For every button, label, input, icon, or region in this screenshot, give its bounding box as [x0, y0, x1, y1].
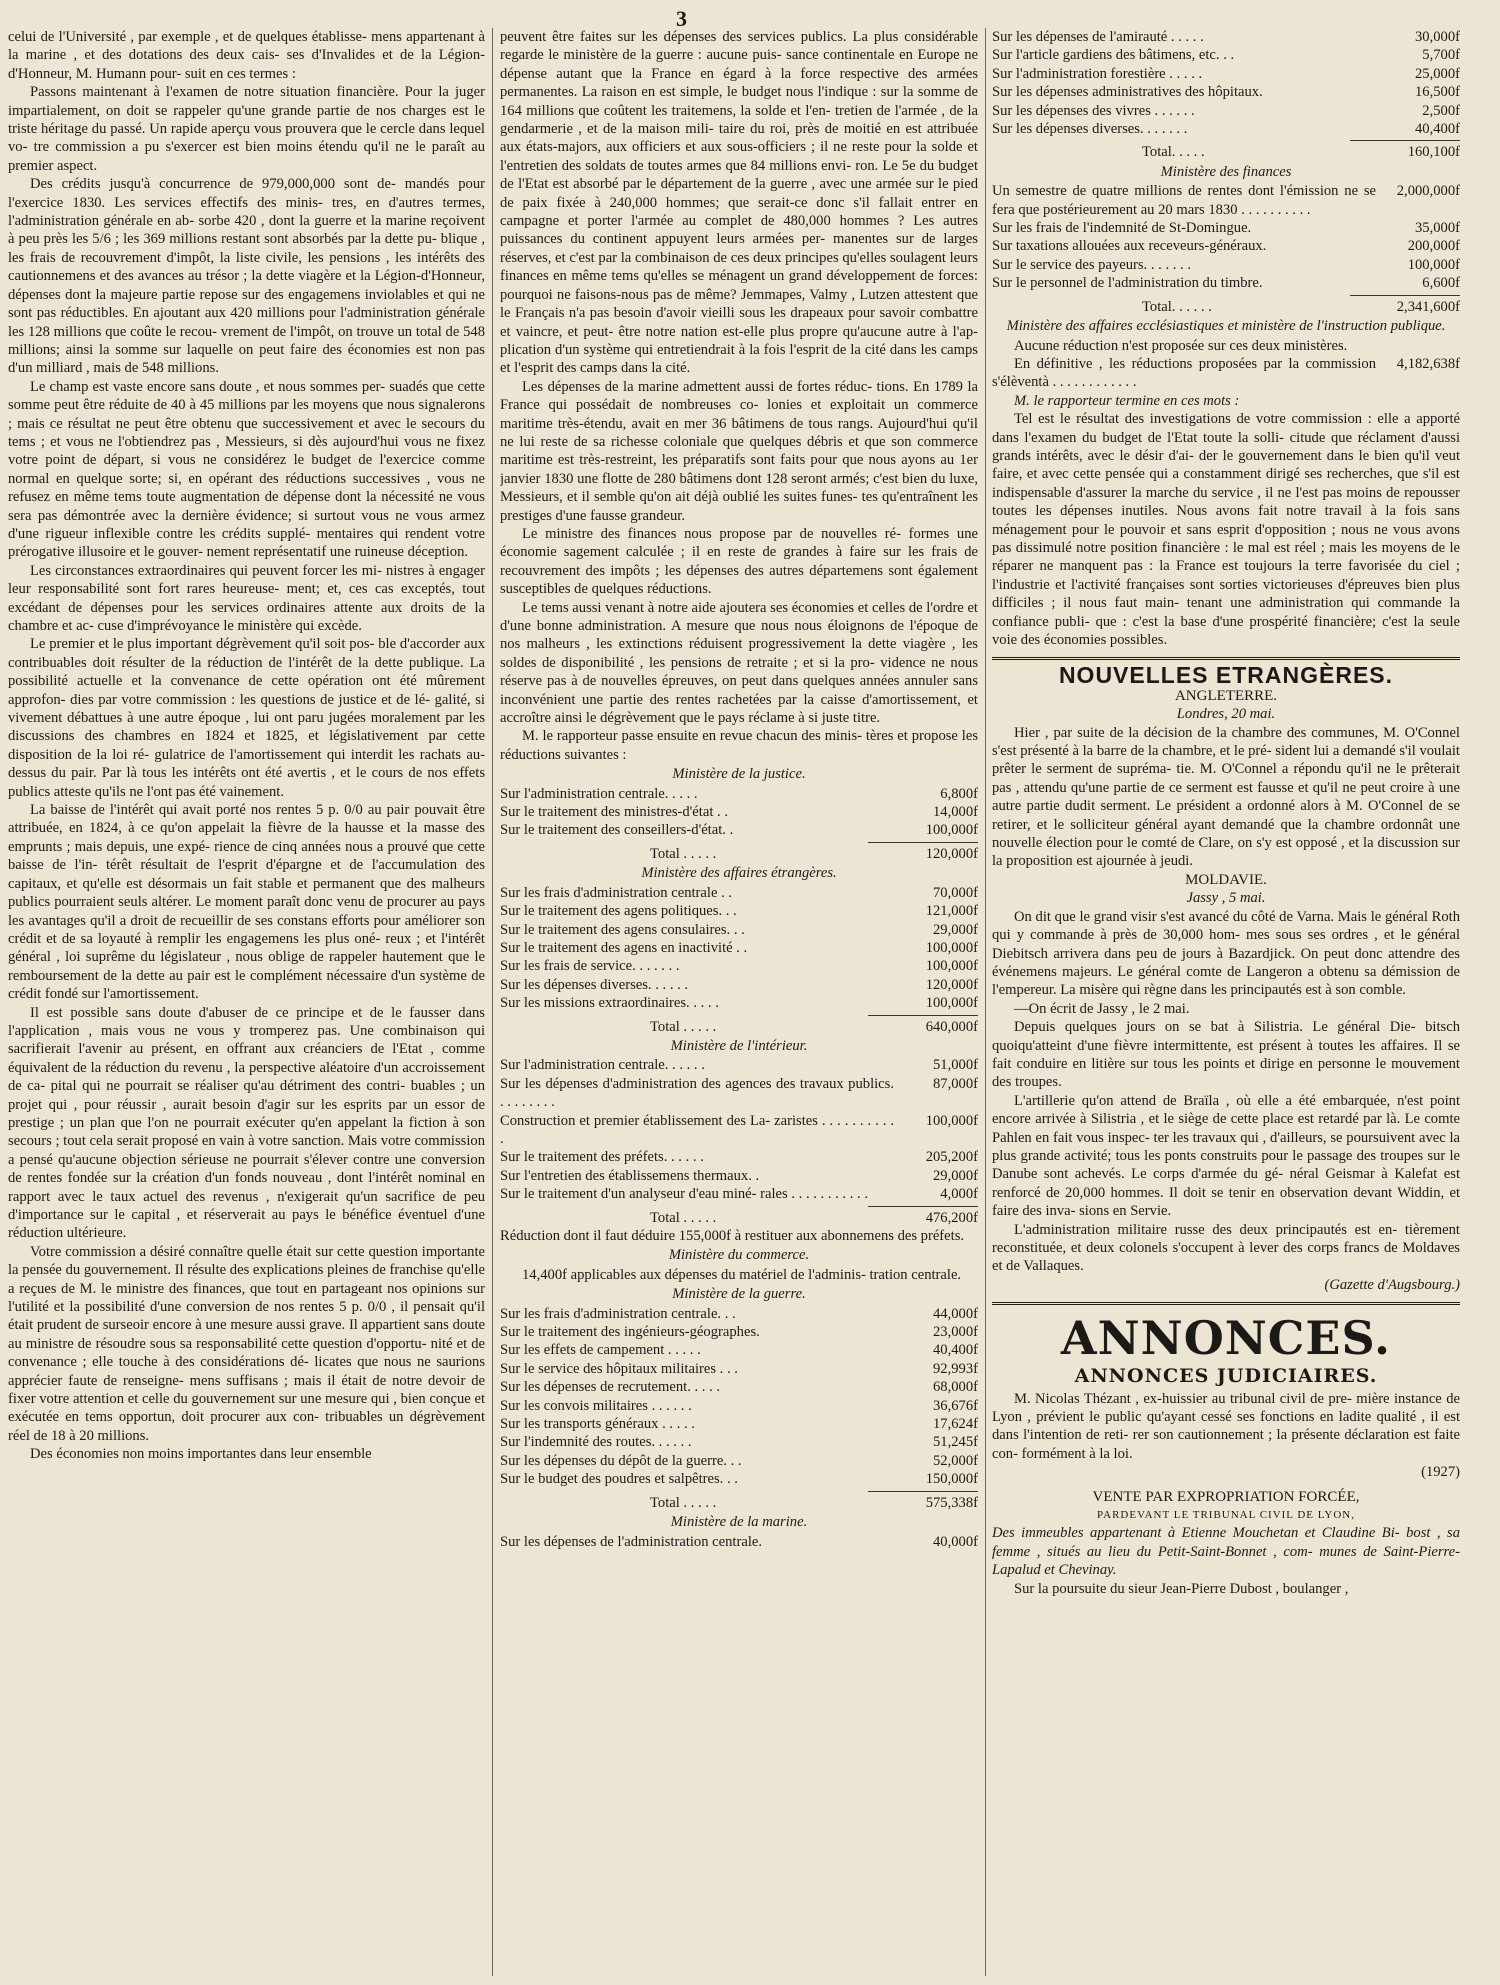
budget-row-value: 150,000f — [925, 1471, 978, 1488]
paragraph: —On écrit de Jassy , le 2 mai. — [1014, 1000, 1190, 1017]
budget-row-label: Sur le traitement des ingénieurs-géographes. — [500, 1324, 760, 1341]
budget-row-value: 40,400f — [1415, 121, 1460, 138]
total-rule — [868, 1491, 978, 1492]
budget-row-label: Sur les frais de service. . . . . . . — [500, 958, 680, 975]
budget-row-label: Sur le traitement des agens politiques. . . — [500, 903, 737, 920]
paragraph: M. le rapporteur passe ensuite en revue chacun des minis- tères et propose les réductions suivantes : — [500, 728, 978, 763]
budget-row — [500, 994, 978, 1012]
budget-row-label: Sur les dépenses des vivres . . . . . . — [992, 102, 1195, 119]
budget-row — [500, 957, 978, 975]
budget-row-value: 23,000f — [933, 1324, 978, 1341]
paragraph: Tel est le résultat des investigations de votre commission : elle a apporté dans l'examen du budget de l'Etat toute la solli- citude que réclament d'aussi grands intérêts, avec le désir d'ai- der le gouvernement dans le bien qu'il veut faire, et avec cette pensée qui a constamment dirigé ses recherches, que s'il est indispensable d'assurer la marche du service , il ne l'est pas moins de repousser toutes les dépenses inutiles. Nous avons fait notre travail à la fois sans ménagement pour le pouvoir et sans esprit d'opposition ; nous ne vous avons pas dissimulé notre position financière : le mal est réel ; mais les moyens de le réparer ne manquent pas : la France est toujours la terre favorisée du ciel ; l'industrie et l'activité françaises sont sorties victorieuses d'épreuves bien plus difficiles ; il nous faut main- tenant une administration qui commande la confiance publi- que : c'est la base d'une prospérité financière; c'est la seule voie des économies possibles. — [992, 411, 1460, 648]
budget-row — [992, 46, 1460, 64]
paragraph: Réduction dont il faut déduire 155,000f à restituer aux abonnemens des préfets. — [500, 1228, 965, 1244]
notice-subtitle: PARDEVANT LE TRIBUNAL CIVIL DE LYON, — [1097, 1509, 1355, 1522]
section-title-nouvelles: NOUVELLES ETRANGÈRES. — [1058, 662, 1394, 689]
budget-row — [992, 28, 1460, 46]
notice-title: VENTE PAR EXPROPRIATION FORCÉE, — [1092, 1488, 1360, 1505]
total-rule — [868, 842, 978, 843]
paragraph: Sur la poursuite du sieur Jean-Pierre Dubost , boulanger , — [1014, 1580, 1349, 1597]
budget-row-value: 4,000f — [940, 1186, 978, 1203]
ministry-heading-marine: Ministère de la marine. — [670, 1514, 808, 1531]
budget-row-value: 200,000f — [1407, 238, 1460, 255]
paragraph: Aucune réduction n'est proposée sur ces deux ministères. — [1014, 337, 1348, 354]
budget-row-value: 205,200f — [925, 1149, 978, 1166]
budget-row-value: 16,500f — [1415, 84, 1460, 101]
budget-row-value: 70,000f — [933, 884, 978, 901]
ministry-heading-guerre: Ministère de la guerre. — [672, 1286, 806, 1303]
budget-row: Sur les dépenses de l'administration centrale. 40,000f — [500, 1533, 978, 1550]
budget-row-label: Sur le personnel de l'administration du timbre. — [992, 275, 1263, 292]
budget-table-finances — [992, 182, 1460, 292]
column-rule-right — [985, 28, 986, 1976]
paragraph: Le premier et le plus important dégrèvement qu'il soit pos- ble d'accorder aux contribuables doit résulter de la réduction de l'intérêt de la dette publique. La possibilité actuelle et la convenance de cette opération ont été mûrement approfon- dies par votre commission : les questions de justice et de lé- galité, si vivement débattues à une autre époque , lui ont paru jugées moralement par les discussions des chambres en 1824 et 1825, et législativement par cette disposition de la loi ré- gulatrice de l'amortissement qui interdit les rachats au-dessus du pair. Par là tous les intérêts ont été avertis , et le cours de nos effets publics atteste qu'ils ne l'ont pas été vainement. — [8, 636, 485, 800]
paragraph: On dit que le grand visir s'est avancé du côté de Varna. Mais le général Roth qui y commande à près de 30,000 hom- mes sous ses ordres , et le général Diebitsch arrivera dans peu de jours à Bazardjick. On peut donc attendre des événemens majeurs. Le général comte de Langeron a obtenu sa démission de l'empereur. La misère qui règne dans les principautés est à son comble. — [992, 908, 1460, 999]
budget-row — [500, 921, 978, 939]
budget-row — [500, 1341, 978, 1359]
budget-row — [500, 1470, 978, 1488]
budget-row — [500, 1433, 978, 1451]
budget-row-label: Sur le traitement des agens en inactivité . . — [500, 939, 748, 956]
budget-row — [500, 803, 978, 821]
budget-row-value: 44,000f — [933, 1305, 978, 1322]
budget-row-label: Sur les dépenses de recrutement. . . . . — [500, 1379, 721, 1396]
budget-row-value: 68,000f — [933, 1379, 978, 1396]
budget-row — [992, 182, 1460, 219]
budget-row-value: 36,676f — [933, 1397, 978, 1414]
budget-row-value: 17,624f — [933, 1416, 978, 1433]
budget-row-value: 35,000f — [1415, 220, 1460, 237]
paragraph: peuvent être faites sur les dépenses des services publics. La plus considérable regarde le ministère de la guerre : aucune puis- sance continentale en Europe ne dépense autant que la France en égard à la force respective des armées permanentes. La raison en est simple, le budget nous l'indique : sur la somme de 164 millions que coûtent les traitemens, la solde et l'en- tretien de l'armée , de la gendarmerie , et de la maison mili- taire du roi, près de moitié en est attribuée aux états-majors, aux officiers et aux sous-officiers ; il ne reste pour la solde et l'entretien des soldats de toutes armes que 84 millions envi- ron. Le 5e du budget de l'Etat est absorbé par le département de la guerre , avec une armée sur le pied de paix fixée à 240,000 hommes; que serait-ce donc s'il fallait entrer en campagne et porter l'armée au complet de 480,000 hommes ? Les autres puissances du continent appuyent leurs armées per- manentes sur de larges réserves, et c'est par la combinaison de ces deux principes qu'elles soulagent leurs finances en même tems qu'elles se ménagent un grand développement de forces: pourquoi ne faisons-nous pas de même? Jemmapes, Valmy , Lutzen attestent que le Français n'a pas besoin d'avoir vieilli sous les drapeaux pour savoir combattre et vaincre, et peut- être notre nation est-elle plus propre qu'aucune autre à l'ap- plication d'un système qui entretiendrait à la fois l'esprit de la cité dans les camps et l'esprit des camps dans la cité. — [500, 29, 978, 377]
total-rule — [1350, 295, 1460, 296]
budget-row-label: Sur les effets de campement . . . . . — [500, 1342, 701, 1359]
total-rule — [1350, 140, 1460, 141]
budget-table-guerre — [500, 1305, 978, 1489]
paragraph: Le tems aussi venant à notre aide ajoutera ses économies et celles de l'ordre et d'une bonne administration. A mesure que nous nous éloignons de l'époque de nos malheurs , les extinctions réduisent progressivement la dette viagère , les soldes de disponibilité , les pensions de retraite ; et si la pro- vidence ne nous réserve pas à de nouvelles épreuves, on peut dans quelques années annuler sans inconvénient une partie des rentes rachetées par la caisse d'amortissement, et accroître ainsi le dégrèvement que le pays réclame à si juste titre. — [500, 599, 978, 727]
budget-row-label: Sur les frais de l'indemnité de St-Domingue. — [992, 220, 1252, 237]
column-1 — [8, 28, 485, 1978]
budget-row-value: 92,993f — [933, 1360, 978, 1377]
section-divider — [992, 657, 1460, 660]
budget-row-label: Sur le traitement d'un analyseur d'eau miné- rales . . . . . . . . . . . — [500, 1186, 868, 1203]
budget-row-label: Sur les frais d'administration centrale . . — [500, 884, 733, 901]
budget-row-label: Sur le service des hôpitaux militaires . . . — [500, 1360, 738, 1377]
budget-row-value: 14,000f — [933, 804, 978, 821]
budget-row-value: 87,000f — [933, 1075, 978, 1092]
budget-row — [992, 120, 1460, 138]
budget-row-label: Un semestre de quatre millions de rentes dont l'émission ne se fera que postérieurement au 20 mars 1830 . . . . . . . . . . — [992, 183, 1376, 218]
budget-row — [500, 1378, 978, 1396]
ministry-heading-etrangeres: Ministère des affaires étrangères. — [641, 865, 837, 882]
paragraph: L'administration militaire russe des deux principautés est en- tièrement reconstituée, et deux colonels s'occupent à lever des corps francs de Moldaves et de Vallaques. — [992, 1221, 1460, 1275]
budget-row — [500, 1415, 978, 1433]
budget-row-value: 120,000f — [925, 976, 978, 993]
budget-row-label: Sur l'indemnité des routes. . . . . . — [500, 1434, 692, 1451]
paragraph: 14,400f applicables aux dépenses du matériel de l'adminis- tration centrale. — [522, 1266, 962, 1283]
paragraph: Il est possible sans doute d'abuser de ce principe et de le fausser dans l'application , mais vous ne vous y tromperez pas. Une combinaison qui sacrifierait l'avenir au présent, en offrant aux créanciers de l'Etat , comme équivalent de la réduction du revenu , la perspective aléatoire d'un accroissement de ca- pital qui ne pourrait se réaliser qu'au détriment des contri- buables ; un projet qui , pour réussir , aurait besoin d'agir sur les esprits par un essor de prestige ; un plan que l'on ne pourrait exécuter qu'en appelant la fiction à son secours ; tout cela serait proposé en vain à votre sanction. Mais votre commission a pensé qu'aucune objection sérieuse ne pourrait s'élever contre une conversion de rentes fondée sur la création d'un fonds nouveau , dont l'intérêt nominal en rapport avec le taux actuel des revenus , n'exigerait qu'un sacrifice de peu d'importance sur le capital , et réserverait au pays le bénéfice éventuel d'une réduction ultérieure. — [8, 1004, 485, 1242]
budget-row-value: 6,800f — [940, 785, 978, 802]
paragraph: Le champ est vaste encore sans doute , et nous sommes per- suadés que cette somme peut être réduite de 40 à 45 millions par les moyens que nous signalerons ; mais ce résultat ne peut être obtenu que successivement et avec le secours du tems ; et vous ne l'obtiendrez pas , Messieurs, si dès aujourd'hui vous ne fixez votre point de départ, si vous ne considérez le budget de l'exercice comme normal en quelque sorte; si, en opérant des réductions successives , vous ne refusez en même tems toute augmentation de dépense dont la nécessité ne vous sera pas démontrée avec la dernière évidence; si surtout vous ne vous armez d'une rigueur inflexible contre les crédits supplé- mentaires qui rendent votre prérogative illusoire et le gouver- nement représentatif une ruineuse déception. — [8, 378, 485, 561]
budget-row — [500, 1397, 978, 1415]
country-heading: ANGLETERRE. — [1174, 687, 1278, 704]
budget-row-value: 30,000f — [1415, 29, 1460, 45]
budget-row-value: 100,000f — [925, 939, 978, 956]
budget-row-value: 121,000f — [925, 903, 978, 920]
paragraph: Passons maintenant à l'examen de notre situation financière. Pour la juger impartialement, on doit se rappeler qu'une grande partie de nos charges est le triste héritage du passé. Un rapide aperçu vous prouvera que le cercle dans lequel vo- tre commission a pu s'exercer est bien moins étendu qu'il ne le paraît au premier aspect. — [8, 84, 485, 174]
budget-total-marine: Total. . . . . 160,100f — [1142, 144, 1460, 161]
budget-row — [500, 884, 978, 902]
budget-row-value: 6,600f — [1422, 275, 1460, 292]
budget-row-label: Construction et premier établissement des La- zaristes . . . . . . . . . . . — [500, 1112, 894, 1147]
section-divider — [992, 1302, 1460, 1305]
budget-row-label: Sur l'article gardiens des bâtimens, etc. . . — [992, 47, 1235, 64]
budget-row-label: Sur l'administration centrale. . . . . — [500, 785, 698, 802]
budget-row — [500, 1305, 978, 1323]
paragraph: Les dépenses de la marine admettent aussi de fortes réduc- tions. En 1789 la France qui possédait de nombreuses co- lonies et exploitait un commerce maritime très-étendu, avait en mer 36 bâtimens de tous rangs. Aujourd'hui qu'il ne lui reste de sa richesse coloniale que quelques débris et que son commerce maritime est très-restreint, les préparatifs sont faits pour que nous ayons au 1er janvier 1830 une flotte de 280 bâtimens dont 128 seront armés; c'est bien du luxe, Messieurs, et il semble qu'on ait déjà oublié les suites funes- tes qu'entraînent les prestiges d'une fausse grandeur. — [500, 378, 978, 524]
budget-table-marine — [992, 28, 1460, 138]
budget-row — [992, 65, 1460, 83]
budget-row-label: Sur les dépenses administratives des hôpitaux. — [992, 84, 1263, 101]
budget-row-label: Sur taxations allouées aux receveurs-généraux. — [992, 238, 1267, 255]
page-number: 3 — [676, 6, 687, 31]
budget-row — [500, 785, 978, 803]
budget-row — [500, 1148, 978, 1166]
budget-table-justice — [500, 785, 978, 840]
budget-row-value: 100,000f — [925, 1112, 978, 1129]
ministry-heading-cultes: Ministère des affaires ecclésiastiques et ministère de l'instruction publique. — [1006, 318, 1446, 335]
budget-row-value: 29,000f — [933, 1167, 978, 1184]
budget-row — [992, 256, 1460, 274]
budget-row-label: Sur l'entretien des établissemens thermaux. . — [500, 1167, 760, 1184]
budget-row — [500, 976, 978, 994]
column-2 — [500, 28, 978, 1978]
budget-row-value: 100,000f — [925, 822, 978, 839]
budget-row-value: 5,700f — [1422, 47, 1460, 64]
budget-row-value: 2,500f — [1422, 102, 1460, 119]
budget-row-value: 40,400f — [933, 1342, 978, 1359]
budget-row — [500, 1360, 978, 1378]
budget-row-label: Sur les frais d'administration centrale. . . — [500, 1305, 736, 1322]
paragraph: Depuis quelques jours on se bat à Silistria. Le général Die- bitsch quoiqu'atteint d'une fièvre intermittente, est présent à toutes les affaires. Il se fait conduire en litière sur tous les points et dirige en personne le mouvement des troupes. — [992, 1019, 1460, 1091]
paragraph: Votre commission a désiré connaître quelle était sur cette question importante la pensée du gouvernement. Il résulte des explications pleines de franchise qu'elle a reçues de M. le ministre des finances, que tout en partageant nos opinions sur l'utilité et la possibilité d'une conversion de nos rentes 5 p. 0/0 , il pensait qu'il était prudent de surseoir encore à une mesure aussi grave. Il appartient sans doute au ministre de résoudre sous sa responsabilité cette question d'opportu- nité et de convenance ; elle touche à des considérations dé- licates que nous ne saurions apprécier faute de renseigne- mens suffisans ; mais il était de notre devoir de fixer votre attention et celle du gouvernement sur une mesure qui , bien conçue et exécutée en tems opportun, doit procurer aux con- tribuables un dégrèvement réel de 18 à 20 millions. — [8, 1243, 485, 1444]
budget-row — [500, 902, 978, 920]
budget-total-justice: Total . . . . . 120,000f — [650, 845, 978, 862]
budget-row-label: Sur les dépenses de l'amirauté . . . . . — [992, 29, 1204, 45]
budget-row-label: Sur les transports généraux . . . . . — [500, 1416, 695, 1433]
budget-row-label: Sur l'administration forestière . . . . . — [992, 65, 1203, 82]
budget-row-value: 52,000f — [933, 1452, 978, 1469]
paragraph: L'artillerie qu'on attend de Braïla , où elle a été embarquée, n'est point encore arrivée à Silistria , et le siège de cette place est retardé par là. Le comte Pahlen en fait vous inspec- ter les travaux qui , d'ailleurs, se poursuivent avec la plus grande activité; tous les ponts construits pour le passage des troupes sur le Danube sont achevés. Le corps d'armée du gé- néral Geismar à Kalefat est renforcé de 20,000 hommes. Il doit se tenir en observation devant Widdin, et faire des inva- sions en Servie. — [992, 1092, 1460, 1220]
source-credit: (Gazette d'Augsbourg.) — [1324, 1276, 1460, 1293]
paragraph: La baisse de l'intérêt qui avait porté nos rentes 5 p. 0/0 au pair pouvait être attribuée, en 1824, à ce qu'on appelait la fièvre de la hausse et la masse des emprunts ; mais depuis, une expé- rience de cinq années nous a prouvé que cette baisse de l'in- térêt résultait de l'esprit d'épargne et de l'accumulation des capitaux, et qu'elle est désormais un fait stable et permanent que des malheurs publics pourraient seuls altérer. Le moment paraît donc venu de procurer au pays les avantages qu'il a droit de recueillir de ses constans efforts pour améliorer son crédit et de sa loyauté à remplir les engagemens les plus oné- reux ; et l'intérêt général , loi suprême du législateur , nous oblige de rappeler hautement que le remboursement de la dette au pair est le complément nécessaire d'un système de crédit fondé sur l'amortissement. — [8, 802, 485, 1003]
budget-row-label: Sur le traitement des conseillers-d'état. . — [500, 822, 734, 839]
budget-row — [500, 1185, 978, 1203]
budget-row-value: 100,000f — [925, 995, 978, 1012]
budget-total-finances: Total. . . . . . 2,341,600f — [1142, 298, 1460, 315]
paragraph: M. Nicolas Thézant , ex-huissier au tribunal civil de pre- mière instance de Lyon , prévient le public qu'ayant cessé ses fonctions en ladite qualité , il est dans l'intention de reti- rer son cautionnement ; la présente déclaration est faite con- formément à la loi. — [992, 1390, 1460, 1462]
budget-row-label: Sur le service des payeurs. . . . . . . — [992, 256, 1191, 273]
budget-total-interieur: Total . . . . . 476,200f — [650, 1209, 978, 1226]
dateline: Londres, 20 mai. — [1176, 706, 1276, 723]
paragraph: celui de l'Université , par exemple , et de quelques établisse- mens appartenant à la marine , et des dotations des deux cais- ses d'Invalides et de la Légion-d'Honneur, M. Humann pour- suit en ces termes : — [8, 29, 485, 82]
budget-row — [500, 1167, 978, 1185]
budget-row-label: Sur les convois militaires . . . . . . — [500, 1397, 692, 1414]
section-title-annonces: ANNONCES. — [1060, 1311, 1392, 1366]
budget-row-value: 51,000f — [933, 1057, 978, 1074]
budget-row-value: 25,000f — [1415, 65, 1460, 82]
budget-row — [500, 1075, 978, 1112]
ministry-heading-commerce: Ministère du commerce. — [668, 1247, 810, 1264]
total-rule — [868, 1015, 978, 1016]
budget-row-label: Sur le budget des poudres et salpêtres. . . — [500, 1471, 738, 1488]
budget-row-label: Sur le traitement des agens consulaires. . . — [500, 921, 745, 938]
column-3 — [992, 28, 1460, 1978]
dateline: Jassy , 5 mai. — [1186, 890, 1266, 907]
paragraph: Hier , par suite de la décision de la chambre des communes, M. O'Connel s'est présenté à la barre de la chambre, et le pré- sident lui a demandé s'il voulait prêter le serment de supréma- tie. M. O'Connel a répondu qu'il ne le prêterait pas , attendu qu'une partie de ce serment est fausse et qu'il ne peut croire à une autre partie dudit serment. Le président a ordonné alors à M. O'Connel de se retirer, et le solliciteur général ayant demandé que la chambre ordonnât une nouvelle élection pour le comté de Clare, on s'y est opposé , et la discussion sur la proposition est ajournée à jeudi. — [992, 724, 1460, 870]
budget-row — [992, 83, 1460, 101]
budget-row-value: 2,000,000f — [1396, 183, 1460, 200]
budget-row — [992, 237, 1460, 255]
budget-row — [500, 821, 978, 839]
budget-row-value: 100,000f — [925, 958, 978, 975]
paragraph: Des immeubles appartenant à Etienne Mouchetan et Claudine Bi- bost , sa femme , situés au lieu du Petit-Saint-Bonnet , com- munes de Saint-Pierre-Lapalud et Chevinay. — [992, 1525, 1460, 1579]
budget-row-label: Sur le traitement des préfets. . . . . . — [500, 1149, 704, 1166]
paragraph: M. le rapporteur termine en ces mots : — [1014, 392, 1240, 409]
budget-row-label: Sur les dépenses d'administration des agences des travaux publics. . . . . . . . . — [500, 1075, 894, 1111]
paragraph: Les circonstances extraordinaires qui peuvent forcer les mi- nistres à engager leur responsabilité sont fort rares heureuse- ment; et, ces cas exceptés, tout excédant de dépenses pour les services ordinaires attente aux droits de la chambre et ac- cuse d'imprévoyance le ministère qui excède. — [8, 562, 485, 634]
budget-total-etrangeres: Total . . . . . 640,000f — [650, 1018, 978, 1035]
budget-row — [500, 1056, 978, 1074]
budget-row-label: Sur les dépenses diverses. . . . . . . — [992, 121, 1188, 138]
ministry-heading-justice: Ministère de la justice. — [672, 766, 806, 783]
budget-row — [992, 102, 1460, 120]
budget-table-interieur — [500, 1056, 978, 1203]
grand-total-row: En définitive , les réductions proposées par la commission s'élèventà . . . . . . . . . . . . 4,182,638f — [992, 355, 1460, 391]
budget-row-label: Sur les missions extraordinaires. . . . . — [500, 995, 719, 1012]
budget-total-guerre: Total . . . . . 575,338f — [650, 1494, 978, 1511]
budget-table-etrangeres — [500, 884, 978, 1013]
budget-row-value: 29,000f — [933, 921, 978, 938]
budget-row — [500, 939, 978, 957]
budget-row-label: Sur les dépenses diverses. . . . . . — [500, 976, 689, 993]
budget-row — [500, 1323, 978, 1341]
paragraph: Le ministre des finances nous propose par de nouvelles ré- formes une économie sagement calculée ; il en reste de grandes à faire sur les frais de recouvrement des impôts ; les dépenses des autres départemens sont également susceptibles de quelques réductions. — [500, 525, 978, 598]
budget-row-value: 100,000f — [1407, 256, 1460, 273]
budget-row-value: 51,245f — [933, 1434, 978, 1451]
paragraph: Des crédits jusqu'à concurrence de 979,000,000 sont de- mandés pour l'exercice 1830. Les services effectifs des minis- tres, en d'autres termes, l'administration générale en ab- sorbe 420 , dont la guerre et la marine reçoivent à peu près les 5/6 ; les 369 millions restant sont absorbés par la dette pu- blique , les frais de recouvrement d'impôt, la liste civile, les pensions , les intérêts des cautionnemens et des avances au trésor ; la dette viagère et la Légion-d'Honneur, dépenses dont la majeure partie repose sur des engagemens inviolables et qui ne sont pas réductibles. En ajoutant aux 420 millions pour l'administration générale les 128 millions que coûte le recou- vrement de l'impôt, on trouve un total de 548 millions; ainsi la somme sur laquelle on peut faire des économies est non pas d'un milliard , mais de 548 millions. — [8, 176, 485, 377]
paragraph: Des économies non moins importantes dans leur ensemble — [30, 1446, 372, 1463]
budget-row-label: Sur les dépenses du dépôt de la guerre. . . — [500, 1452, 742, 1469]
ministry-heading-finances: Ministère des finances — [1160, 163, 1292, 180]
budget-row — [992, 219, 1460, 237]
budget-row — [500, 1112, 978, 1149]
budget-row-label: Sur le traitement des ministres-d'état . . — [500, 804, 728, 821]
budget-row-label: Sur l'administration centrale. . . . . . — [500, 1057, 705, 1074]
notice-number: (1927) — [1421, 1464, 1460, 1481]
budget-row — [500, 1452, 978, 1470]
country-heading: MOLDAVIE. — [1185, 871, 1267, 888]
ministry-heading-interieur: Ministère de l'intérieur. — [670, 1037, 808, 1054]
total-rule — [868, 1206, 978, 1207]
column-rule-left — [492, 28, 493, 1976]
budget-row — [992, 274, 1460, 292]
subsection-title-judiciaires: ANNONCES JUDICIAIRES. — [1074, 1365, 1378, 1388]
